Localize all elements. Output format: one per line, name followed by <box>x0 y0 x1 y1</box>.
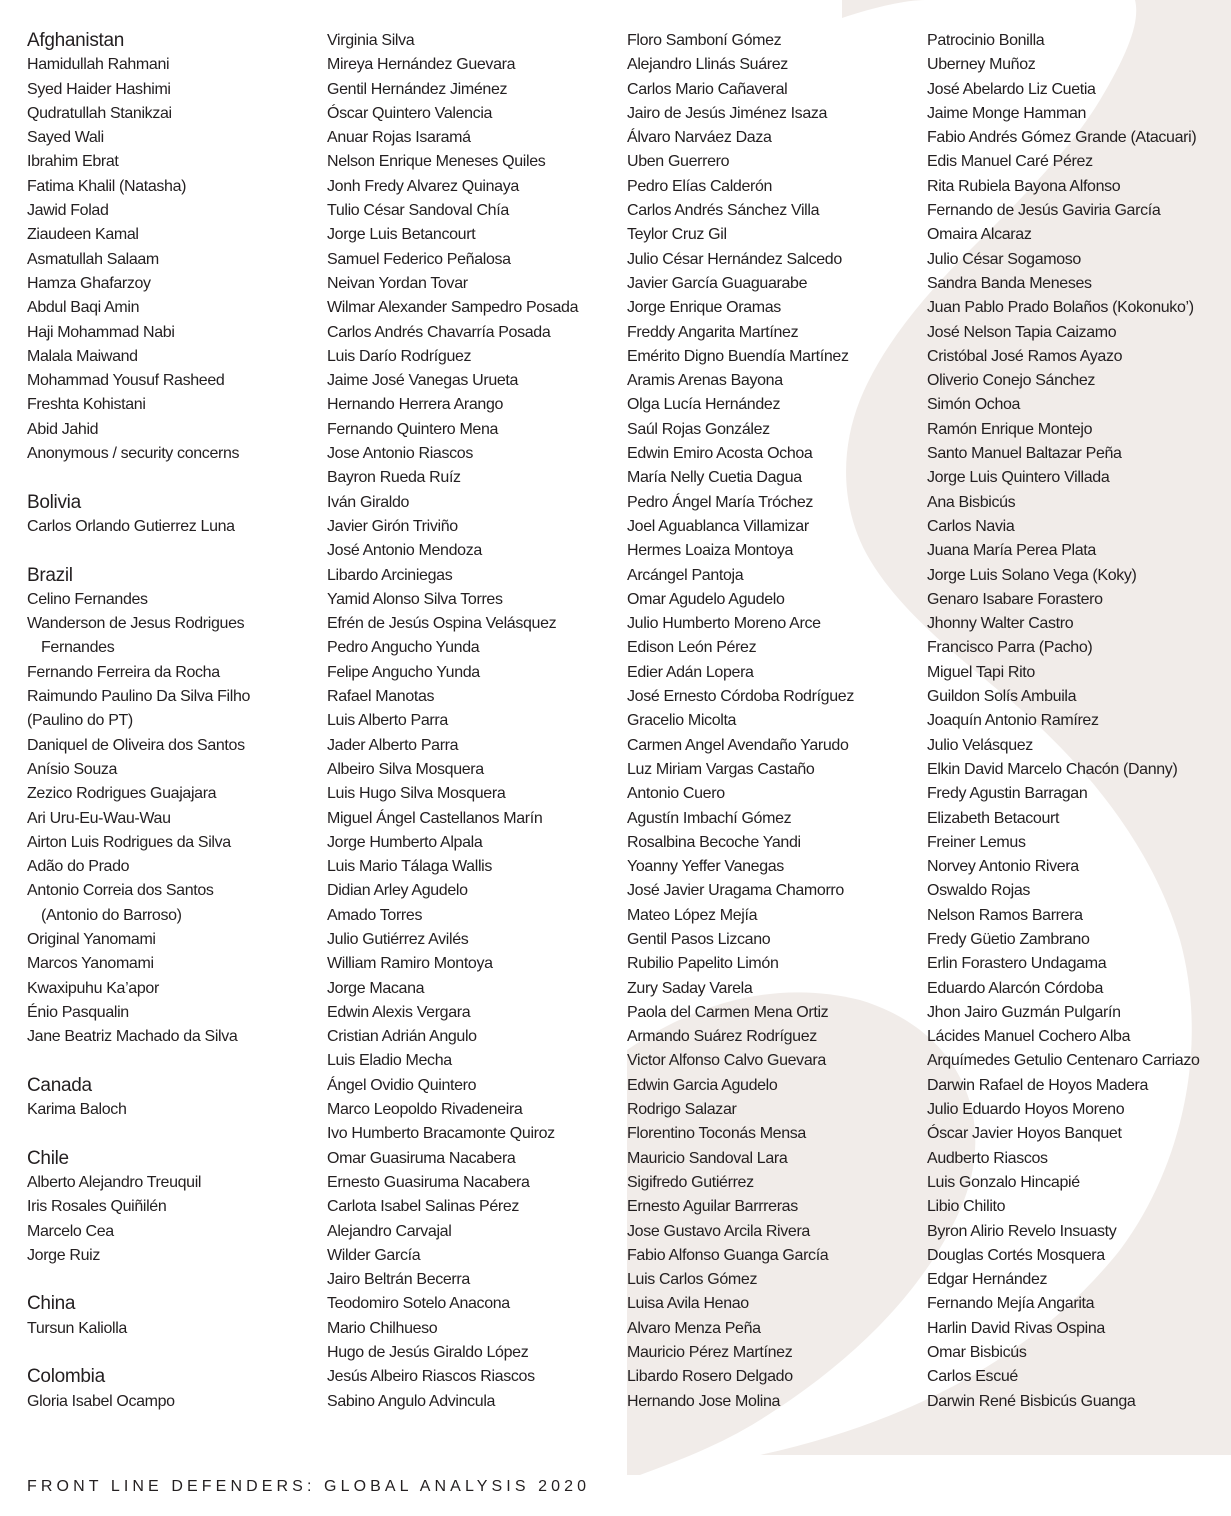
defender-name: Alejandro Carvajal <box>327 1222 452 1240</box>
defender-name: Sandra Banda Meneses <box>927 274 1092 292</box>
defender-name: Joaquín Antonio Ramírez <box>927 712 1099 730</box>
defender-name: Rubilio Papelito Limón <box>627 955 779 973</box>
defender-name: Omar Guasiruma Nacabera <box>327 1149 516 1167</box>
defender-name: Jose Gustavo Arcila Rivera <box>627 1222 810 1240</box>
column-4 <box>927 29 1227 1414</box>
defender-name: Ángel Ovidio Quintero <box>327 1076 477 1094</box>
defender-name: Jorge Macana <box>327 979 425 997</box>
defender-name: Douglas Cortés Mosquera <box>927 1246 1105 1264</box>
defender-name: Patrocinio Bonilla <box>927 32 1045 49</box>
defender-name: José Ernesto Córdoba Rodríguez <box>627 688 854 706</box>
defender-name: Virginia Silva <box>327 32 415 49</box>
defender-name: José Antonio Mendoza <box>327 542 482 560</box>
defender-name: Zezico Rodrigues Guajajara <box>27 785 217 803</box>
defender-name: Omar Agudelo Agudelo <box>627 590 785 608</box>
defender-name: Marcos Yanomami <box>27 955 154 973</box>
defender-name: Abdul Baqi Amin <box>27 299 140 317</box>
defender-name: Freshta Kohistani <box>27 396 146 414</box>
defender-name: Luis Hugo Silva Mosquera <box>327 785 506 803</box>
defender-name: Erlin Forastero Undagama <box>927 955 1107 973</box>
defender-name: Carlos Mario Cañaveral <box>627 80 788 98</box>
defender-name: Antonio Correia dos Santos <box>27 882 214 900</box>
defender-name: Olga Lucía Hernández <box>627 396 781 414</box>
defender-name: Mateo López Mejía <box>627 906 758 924</box>
defender-name: Neivan Yordan Tovar <box>327 274 468 292</box>
defender-name: Énio Pasqualin <box>27 1003 129 1021</box>
defender-name: Victor Alfonso Calvo Guevara <box>627 1052 826 1070</box>
defender-name: Rafael Manotas <box>327 688 435 706</box>
defender-name: Luis Eladio Mecha <box>327 1052 452 1070</box>
defender-name: Karima Baloch <box>27 1101 127 1119</box>
defender-name: Haji Mohammad Nabi <box>27 323 175 341</box>
defender-name: Jane Beatriz Machado da Silva <box>27 1028 238 1046</box>
defender-name: Floro Samboní Gómez <box>627 32 782 49</box>
defender-name: Julio Velásquez <box>927 736 1033 754</box>
defender-name: Wanderson de Jesus Rodrigues <box>27 615 245 633</box>
defender-name: Pedro Ángel María Tróchez <box>627 493 814 511</box>
defender-name: Alberto Alejandro Treuquil <box>27 1173 202 1191</box>
defender-name: Uberney Muñoz <box>927 56 1036 74</box>
defender-name: Anísio Souza <box>27 760 118 778</box>
country-heading: Canada <box>27 1074 92 1096</box>
defender-name: Jorge Enrique Oramas <box>627 299 781 317</box>
defender-name: Elkin David Marcelo Chacón (Danny) <box>927 760 1178 778</box>
defender-name: María Nelly Cuetia Dagua <box>627 469 802 487</box>
defender-name: Edwin Emiro Acosta Ochoa <box>627 445 813 463</box>
defender-name: Fernando de Jesús Gaviria García <box>927 202 1161 220</box>
defender-name: Yoanny Yeffer Vanegas <box>627 858 784 876</box>
defender-name: Nelson Ramos Barrera <box>927 906 1083 924</box>
defender-name: Edis Manuel Caré Pérez <box>927 153 1093 171</box>
defender-name: Lácides Manuel Cochero Alba <box>927 1028 1131 1046</box>
defender-name: Ivo Humberto Bracamonte Quiroz <box>327 1125 555 1143</box>
defender-name: Fernando Quintero Mena <box>327 420 499 438</box>
defender-name: Edgar Hernández <box>927 1271 1048 1289</box>
country-heading: Brazil <box>27 564 73 586</box>
defender-name: Oswaldo Rojas <box>927 882 1031 900</box>
defender-name: Edison León Pérez <box>627 639 757 657</box>
defender-name: Efrén de Jesús Ospina Velásquez <box>327 615 557 633</box>
defender-name: Abid Jahid <box>27 420 99 438</box>
defender-name: Agustín Imbachí Gómez <box>627 809 792 827</box>
defender-name: Jorge Luis Betancourt <box>327 226 476 244</box>
defender-name: Eduardo Alarcón Córdoba <box>927 979 1104 997</box>
defender-name: Alejandro Llinás Suárez <box>627 56 788 74</box>
defender-name: Fredy Agustin Barragan <box>927 785 1088 803</box>
country-group <box>27 29 297 466</box>
defender-name: Darwin René Bisbicús Guanga <box>927 1392 1136 1410</box>
defender-name: Santo Manuel Baltazar Peña <box>927 445 1122 463</box>
defender-name: Luis Mario Tálaga Wallis <box>327 858 492 876</box>
defender-name: Fernando Ferreira da Rocha <box>27 663 220 681</box>
defender-name: Malala Maiwand <box>27 347 138 365</box>
defender-name: Gentil Pasos Lizcano <box>627 930 771 948</box>
defender-name: Mauricio Sandoval Lara <box>627 1149 788 1167</box>
defender-name: Mario Chilhueso <box>327 1319 438 1337</box>
defender-name: Jesús Albeiro Riascos Riascos <box>327 1368 535 1386</box>
defender-name: Asmatullah Salaam <box>27 250 159 268</box>
defender-name: Amado Torres <box>327 906 423 924</box>
defender-name: Darwin Rafael de Hoyos Madera <box>927 1076 1149 1094</box>
defender-name: Saúl Rojas González <box>627 420 770 438</box>
defender-name: Gloria Isabel Ocampo <box>27 1392 175 1410</box>
defender-name: Miguel Tapi Rito <box>927 663 1035 681</box>
defender-name: Audberto Riascos <box>927 1149 1048 1167</box>
defender-name: Cristóbal José Ramos Ayazo <box>927 347 1123 365</box>
defender-name: Edwin Alexis Vergara <box>327 1003 471 1021</box>
defender-name: Alvaro Menza Peña <box>627 1319 761 1337</box>
defender-name: Kwaxipuhu Ka’apor <box>27 979 159 997</box>
defender-name: Jaime José Vanegas Urueta <box>327 372 519 390</box>
country-heading: China <box>27 1293 76 1315</box>
defender-name: Jose Antonio Riascos <box>327 445 473 463</box>
defender-name: Armando Suárez Rodríguez <box>627 1028 817 1046</box>
defender-name: Omar Bisbicús <box>927 1344 1027 1362</box>
defender-name: Antonio Cuero <box>627 785 725 803</box>
defender-name: Hernando Herrera Arango <box>327 396 504 414</box>
defender-name: Ernesto Aguilar Barrreras <box>627 1198 798 1216</box>
defender-name: Javier García Guaguarabe <box>627 274 808 292</box>
defender-name: Carlos Andrés Sánchez Villa <box>627 202 820 220</box>
defender-name: Luisa Avila Henao <box>627 1295 749 1313</box>
defender-name: Sigifredo Gutiérrez <box>627 1173 754 1191</box>
defender-name: Luz Miriam Vargas Castaño <box>627 760 815 778</box>
defender-name: Jorge Humberto Alpala <box>327 833 483 851</box>
country-heading: Afghanistan <box>27 30 125 51</box>
defender-name: Libardo Rosero Delgado <box>627 1368 793 1386</box>
defender-name: Jhon Jairo Guzmán Pulgarín <box>927 1003 1121 1021</box>
defender-name: Jaime Monge Hamman <box>927 104 1087 122</box>
defender-name: Omaira Alcaraz <box>927 226 1032 244</box>
defender-name: Sayed Wali <box>27 129 104 147</box>
defender-name: Jonh Fredy Alvarez Quinaya <box>327 177 519 195</box>
defender-name: Anuar Rojas Isaramá <box>327 129 471 147</box>
defender-name: Byron Alirio Revelo Insuasty <box>927 1222 1117 1240</box>
defender-name: Freddy Angarita Martínez <box>627 323 799 341</box>
defender-name: Jader Alberto Parra <box>327 736 459 754</box>
defender-name: Celino Fernandes <box>27 590 148 608</box>
defender-name: Uben Guerrero <box>627 153 730 171</box>
defender-name: Florentino Toconás Mensa <box>627 1125 806 1143</box>
defender-name: (Antonio do Barroso) <box>41 906 182 924</box>
country-group <box>27 1292 297 1341</box>
defender-name: Simón Ochoa <box>927 396 1021 414</box>
defender-name: Jorge Ruiz <box>27 1246 100 1264</box>
defender-name: Cristian Adrián Angulo <box>327 1028 477 1046</box>
column-1 <box>27 29 297 1414</box>
country-group <box>27 1147 297 1268</box>
defender-name: Norvey Antonio Rivera <box>927 858 1079 876</box>
defender-name: Yamid Alonso Silva Torres <box>327 590 503 608</box>
defender-name: Mauricio Pérez Martínez <box>627 1344 793 1362</box>
defender-name: Mireya Hernández Guevara <box>327 56 516 74</box>
defender-name: Iris Rosales Quiñilén <box>27 1198 167 1216</box>
defender-name: Hamza Ghafarzoy <box>27 274 151 292</box>
defender-name: Anonymous / security concerns <box>27 445 240 463</box>
defender-name: Raimundo Paulino Da Silva Filho <box>27 688 251 706</box>
defender-name: Javier Girón Triviño <box>327 517 458 535</box>
defender-name: Carlos Escué <box>927 1368 1018 1386</box>
defender-name: Libardo Arciniegas <box>327 566 453 584</box>
country-group <box>27 564 297 1050</box>
country-heading: Chile <box>27 1147 69 1169</box>
defender-name: Libio Chilito <box>927 1198 1006 1216</box>
defender-name: Guildon Solís Ambuila <box>927 688 1077 706</box>
defender-name: Rita Rubiela Bayona Alfonso <box>927 177 1121 195</box>
defender-name: Original Yanomami <box>27 930 156 948</box>
defender-name: Juana María Perea Plata <box>927 542 1096 560</box>
defender-name: Fernandes <box>41 639 115 657</box>
defender-name: Edwin Garcia Agudelo <box>627 1076 778 1094</box>
page-footer: FRONT LINE DEFENDERS: GLOBAL ANALYSIS 2020 <box>27 1478 591 1495</box>
defender-name: Pedro Angucho Yunda <box>327 639 480 657</box>
defender-name: Luis Darío Rodríguez <box>327 347 472 365</box>
defender-name: Sabino Angulo Advincula <box>327 1392 496 1410</box>
defender-name: Francisco Parra (Pacho) <box>927 639 1093 657</box>
defender-name: Óscar Javier Hoyos Banquet <box>927 1125 1122 1143</box>
defender-name: (Paulino do PT) <box>27 712 133 730</box>
defender-name: Didian Arley Agudelo <box>327 882 468 900</box>
defender-name: Carlos Andrés Chavarría Posada <box>327 323 551 341</box>
defender-name: Teylor Cruz Gil <box>627 226 727 244</box>
defender-name: Arcángel Pantoja <box>627 566 744 584</box>
defender-name: José Nelson Tapia Caizamo <box>927 323 1117 341</box>
defender-name: Tulio César Sandoval Chía <box>327 202 509 220</box>
defender-name: Wilmar Alexander Sampedro Posada <box>327 299 579 317</box>
column-3 <box>627 29 917 1414</box>
country-group <box>27 1074 297 1123</box>
defender-name: Daniquel de Oliveira dos Santos <box>27 736 245 754</box>
defender-name: Julio Gutiérrez Avilés <box>327 930 469 948</box>
defender-name: Carlos Navia <box>927 517 1015 535</box>
defender-name: Fatima Khalil (Natasha) <box>27 177 187 195</box>
defender-name: Oliverio Conejo Sánchez <box>927 372 1096 390</box>
defender-name: Bayron Rueda Ruíz <box>327 469 461 487</box>
defender-name: Luis Gonzalo Hincapié <box>927 1173 1080 1191</box>
defender-name: Qudratullah Stanikzai <box>27 104 172 122</box>
defender-name: Julio Eduardo Hoyos Moreno <box>927 1101 1125 1119</box>
defender-name: Rodrigo Salazar <box>627 1101 737 1119</box>
defender-name: Carlos Orlando Gutierrez Luna <box>27 517 235 535</box>
country-heading: Colombia <box>27 1366 105 1388</box>
defender-name: Jairo Beltrán Becerra <box>327 1271 470 1289</box>
defender-name: Freiner Lemus <box>927 833 1026 851</box>
defender-name: Arquímedes Getulio Centenaro Carriazo <box>927 1052 1200 1070</box>
defender-name: Fabio Andrés Gómez Grande (Atacuari) <box>927 129 1197 147</box>
defender-name: Edier Adán Lopera <box>627 663 754 681</box>
country-group <box>27 1365 297 1414</box>
defender-name: Carlota Isabel Salinas Pérez <box>327 1198 520 1216</box>
defender-name: Jorge Luis Quintero Villada <box>927 469 1110 487</box>
defender-name: Wilder García <box>327 1246 421 1264</box>
defender-name: Luis Carlos Gómez <box>627 1271 758 1289</box>
defender-name: Syed Haider Hashimi <box>27 80 171 98</box>
defender-name: Samuel Federico Peñalosa <box>327 250 511 268</box>
defender-name: Albeiro Silva Mosquera <box>327 760 484 778</box>
defender-name: Ramón Enrique Montejo <box>927 420 1093 438</box>
defender-name: José Javier Uragama Chamorro <box>627 882 844 900</box>
defender-name: Gentil Hernández Jiménez <box>327 80 508 98</box>
defender-name: William Ramiro Montoya <box>327 955 493 973</box>
defender-name: Iván Giraldo <box>327 493 410 511</box>
defender-name: Óscar Quintero Valencia <box>327 104 493 122</box>
defender-name: Ernesto Guasiruma Nacabera <box>327 1173 530 1191</box>
defender-name: Marco Leopoldo Rivadeneira <box>327 1101 523 1119</box>
defender-name: Felipe Angucho Yunda <box>327 663 480 681</box>
defender-name: Genaro Isabare Forastero <box>927 590 1103 608</box>
defender-name: José Abelardo Liz Cuetia <box>927 80 1096 98</box>
country-heading: Bolivia <box>27 491 81 513</box>
defender-name: Airton Luis Rodrigues da Silva <box>27 833 231 851</box>
defender-name: Fernando Mejía Angarita <box>927 1295 1095 1313</box>
defender-name: Paola del Carmen Mena Ortiz <box>627 1003 829 1021</box>
defender-name: Elizabeth Betacourt <box>927 809 1060 827</box>
defender-name: Gracelio Micolta <box>627 712 737 730</box>
defender-name: Carmen Angel Avendaño Yarudo <box>627 736 849 754</box>
defender-name: Marcelo Cea <box>27 1222 114 1240</box>
defender-name: Ziaudeen Kamal <box>27 226 139 244</box>
defender-name: Adão do Prado <box>27 858 130 876</box>
country-group <box>27 491 297 540</box>
defender-name: Álvaro Narváez Daza <box>627 129 772 147</box>
defender-name: Miguel Ángel Castellanos Marín <box>327 809 543 827</box>
defender-name: Rosalbina Becoche Yandi <box>627 833 801 851</box>
defender-name: Emérito Digno Buendía Martínez <box>627 347 849 365</box>
defender-name: Julio César Hernández Salcedo <box>627 250 842 268</box>
defender-name: Pedro Elías Calderón <box>627 177 773 195</box>
defender-name: Julio Humberto Moreno Arce <box>627 615 821 633</box>
defender-name: Nelson Enrique Meneses Quiles <box>327 153 546 171</box>
defender-name: Fabio Alfonso Guanga García <box>627 1246 829 1264</box>
defender-name: Hugo de Jesús Giraldo López <box>327 1344 529 1362</box>
defender-name: Ana Bisbicús <box>927 493 1016 511</box>
defender-name: Aramis Arenas Bayona <box>627 372 783 390</box>
defender-name: Jorge Luis Solano Vega (Koky) <box>927 566 1137 584</box>
defender-name: Mohammad Yousuf Rasheed <box>27 372 225 390</box>
defender-name: Ibrahim Ebrat <box>27 153 119 171</box>
defender-name: Jhonny Walter Castro <box>927 615 1074 633</box>
defender-name: Jawid Folad <box>27 202 109 220</box>
defender-name: Jairo de Jesús Jiménez Isaza <box>627 104 828 122</box>
defender-name: Hamidullah Rahmani <box>27 56 170 74</box>
defender-name: Fredy Güetio Zambrano <box>927 930 1090 948</box>
defender-name: Teodomiro Sotelo Anacona <box>327 1295 510 1313</box>
defender-name: Julio César Sogamoso <box>927 250 1081 268</box>
defender-name: Hermes Loaiza Montoya <box>627 542 794 560</box>
defender-name: Ari Uru-Eu-Wau-Wau <box>27 809 171 827</box>
defender-name: Zury Saday Varela <box>627 979 753 997</box>
defender-name: Juan Pablo Prado Bolaños (Kokonuko’) <box>927 299 1194 317</box>
defender-name: Luis Alberto Parra <box>327 712 448 730</box>
defender-name: Tursun Kaliolla <box>27 1319 127 1337</box>
defender-name: Hernando Jose Molina <box>627 1392 781 1410</box>
column-2 <box>327 29 612 1414</box>
defender-name: Harlin David Rivas Ospina <box>927 1319 1105 1337</box>
defender-name: Joel Aguablanca Villamizar <box>627 517 809 535</box>
